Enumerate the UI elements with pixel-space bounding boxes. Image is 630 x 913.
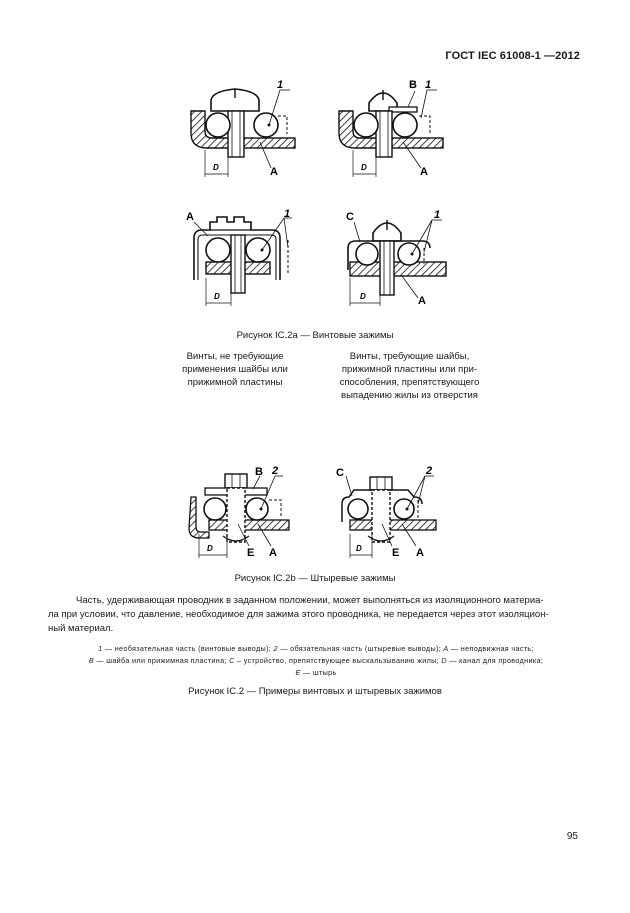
label-2: 2 [272, 465, 279, 477]
label-B: B [255, 466, 263, 478]
label-1: 1 [434, 209, 441, 221]
label-D: D [213, 163, 219, 172]
label-1: 1 [284, 208, 291, 220]
label-D: D [214, 292, 220, 301]
label-A: A [418, 295, 426, 307]
label-A: A [416, 547, 424, 559]
label-D: D [356, 544, 362, 553]
label-1: 1 [425, 79, 432, 91]
label-E: E [247, 547, 255, 559]
figure-b1-pillar-terminal [183, 462, 303, 562]
figure-a2-screw-terminal [333, 78, 453, 183]
document-header: ГОСТ IEC 61008-1 —2012 [445, 50, 580, 62]
figure-a4-screw-terminal [340, 208, 460, 313]
label-A: A [186, 211, 194, 223]
label-A: A [420, 166, 428, 178]
body-paragraph: Часть, удерживающая проводник в заданном положении, может выполняться из изоляционного материа- ла при условии, что давление, необходимое для зажима этого проводника, не передается через этот изоляцион- ный материал. [48, 595, 549, 634]
label-A: A [269, 547, 277, 559]
label-right-column: Винты, требующие шайбы, прижимной пластины или при- способления, препятствующего выпадению жилы из отверстия [339, 351, 480, 401]
figure-legend: 1 — необязательная часть (винтовые выводы); 2 — обязательная часть (штыревые выводы); A — неподвижная часть; B — шайба или прижимная пластина; C – устройство, препятствующее выскальзыванию жилы; D — канал для проводника; E — штырь [88, 644, 544, 677]
page-number: 95 [566, 831, 578, 842]
label-left-column: Винты, не требующие применения шайбы или прижимной пластины [182, 351, 288, 388]
caption-figure-2: Рисунок IC.2 — Примеры винтовых и штыревых зажимов [188, 686, 442, 697]
figure-b2-pillar-terminal [330, 462, 450, 562]
caption-figure-2b: Рисунок IC.2b — Штыревые зажимы [234, 573, 396, 584]
figure-a1-screw-terminal [185, 78, 305, 183]
label-C: C [346, 211, 354, 223]
label-2: 2 [426, 465, 433, 477]
label-B: B [409, 79, 417, 91]
figure-a3-screw-terminal [180, 208, 310, 313]
label-D: D [361, 163, 367, 172]
label-D: D [207, 544, 213, 553]
label-D: D [360, 292, 366, 301]
label-E: E [392, 547, 400, 559]
label-C: C [336, 467, 344, 479]
caption-figure-2a: Рисунок IC.2a — Винтовые зажимы [236, 330, 394, 341]
label-A: A [270, 166, 278, 178]
label-1: 1 [277, 79, 284, 91]
